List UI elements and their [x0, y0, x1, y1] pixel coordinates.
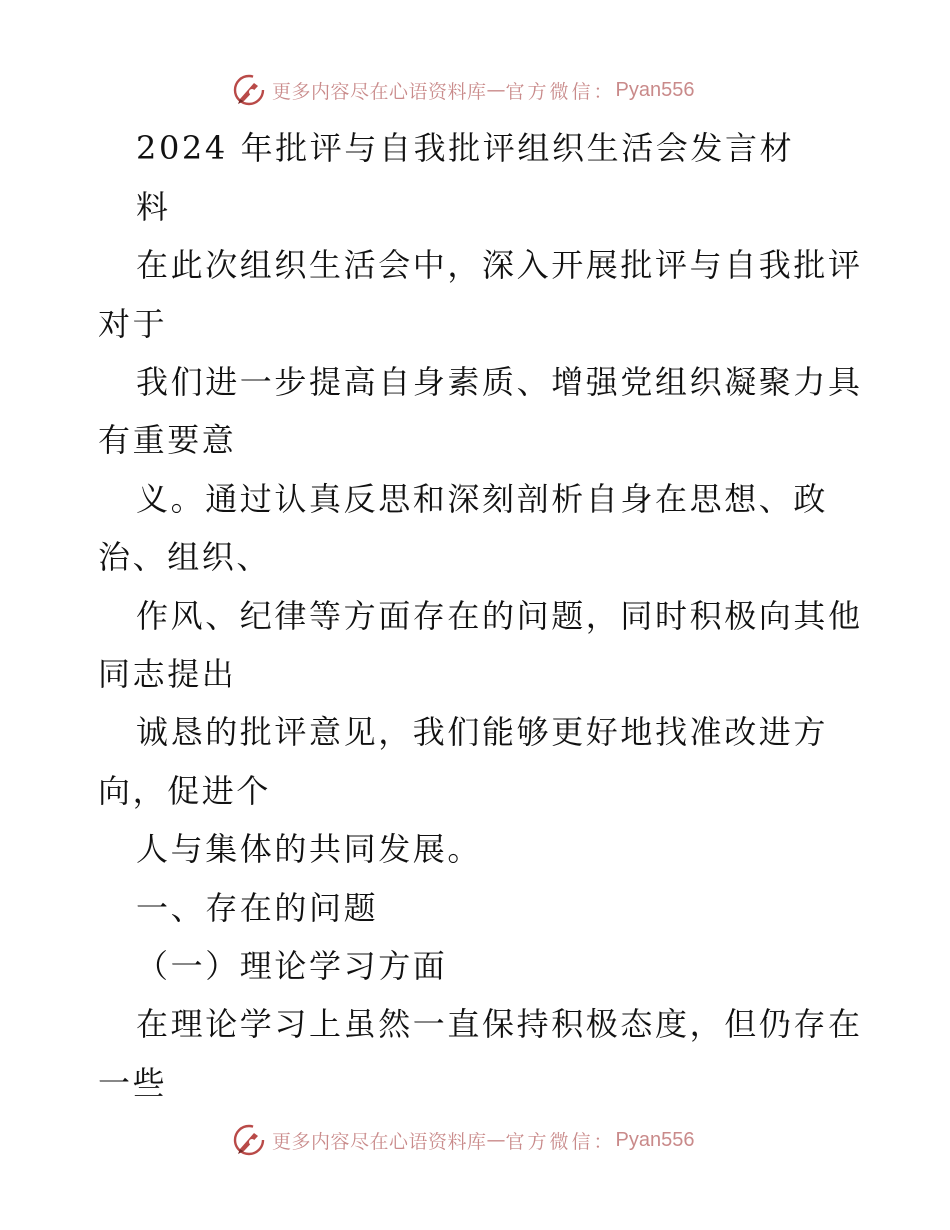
watermark-separator: —: [486, 1129, 506, 1151]
wechat-id: Pyan556: [615, 78, 695, 101]
paragraph-line: 对于: [98, 305, 168, 343]
watermark-separator: —: [486, 79, 506, 101]
paragraph-line: 义。通过认真反思和深刻剖析自身在思想、政: [136, 480, 829, 518]
paragraph-line: 在理论学习上虽然一直保持积极态度，但仍存在: [136, 1005, 863, 1043]
paragraph-line: 有重要意: [98, 421, 237, 459]
paragraph-line: 向，促进个: [98, 772, 272, 810]
pen-logo-icon: [232, 73, 266, 107]
paragraph-line: 诚恳的批评意见，我们能够更好地找准改进方: [136, 713, 829, 751]
pen-logo-icon: [232, 1123, 266, 1157]
paragraph-line: 我们进一步提高自身素质、增强党组织凝聚力具: [136, 363, 863, 401]
paragraph-line: 同志提出: [98, 655, 237, 693]
paragraph-line: 一些: [98, 1064, 168, 1102]
watermark-text: 更多内容尽在心语资料库: [272, 80, 487, 103]
title-line-1: 2024 年批评与自我批评组织生活会发言材: [136, 129, 795, 167]
paragraph-line: 治、组织、: [98, 538, 272, 576]
paragraph-line: 作风、纪律等方面存在的问题，同时积极向其他: [136, 597, 863, 635]
subsection-heading: （一）理论学习方面: [136, 947, 448, 985]
header-watermark: [232, 72, 695, 108]
paragraph-line: 在此次组织生活会中，深入开展批评与自我批评: [136, 246, 863, 284]
wechat-label: 官方微信：: [505, 80, 616, 103]
wechat-label: 官方微信：: [505, 1130, 616, 1153]
watermark-text: 更多内容尽在心语资料库: [272, 1130, 487, 1153]
footer-watermark: [232, 1122, 695, 1158]
title-line-2: 料: [136, 188, 171, 226]
wechat-id: Pyan556: [615, 1128, 695, 1151]
paragraph-line: 人与集体的共同发展。: [136, 830, 483, 868]
section-heading: 一、存在的问题: [136, 889, 379, 927]
